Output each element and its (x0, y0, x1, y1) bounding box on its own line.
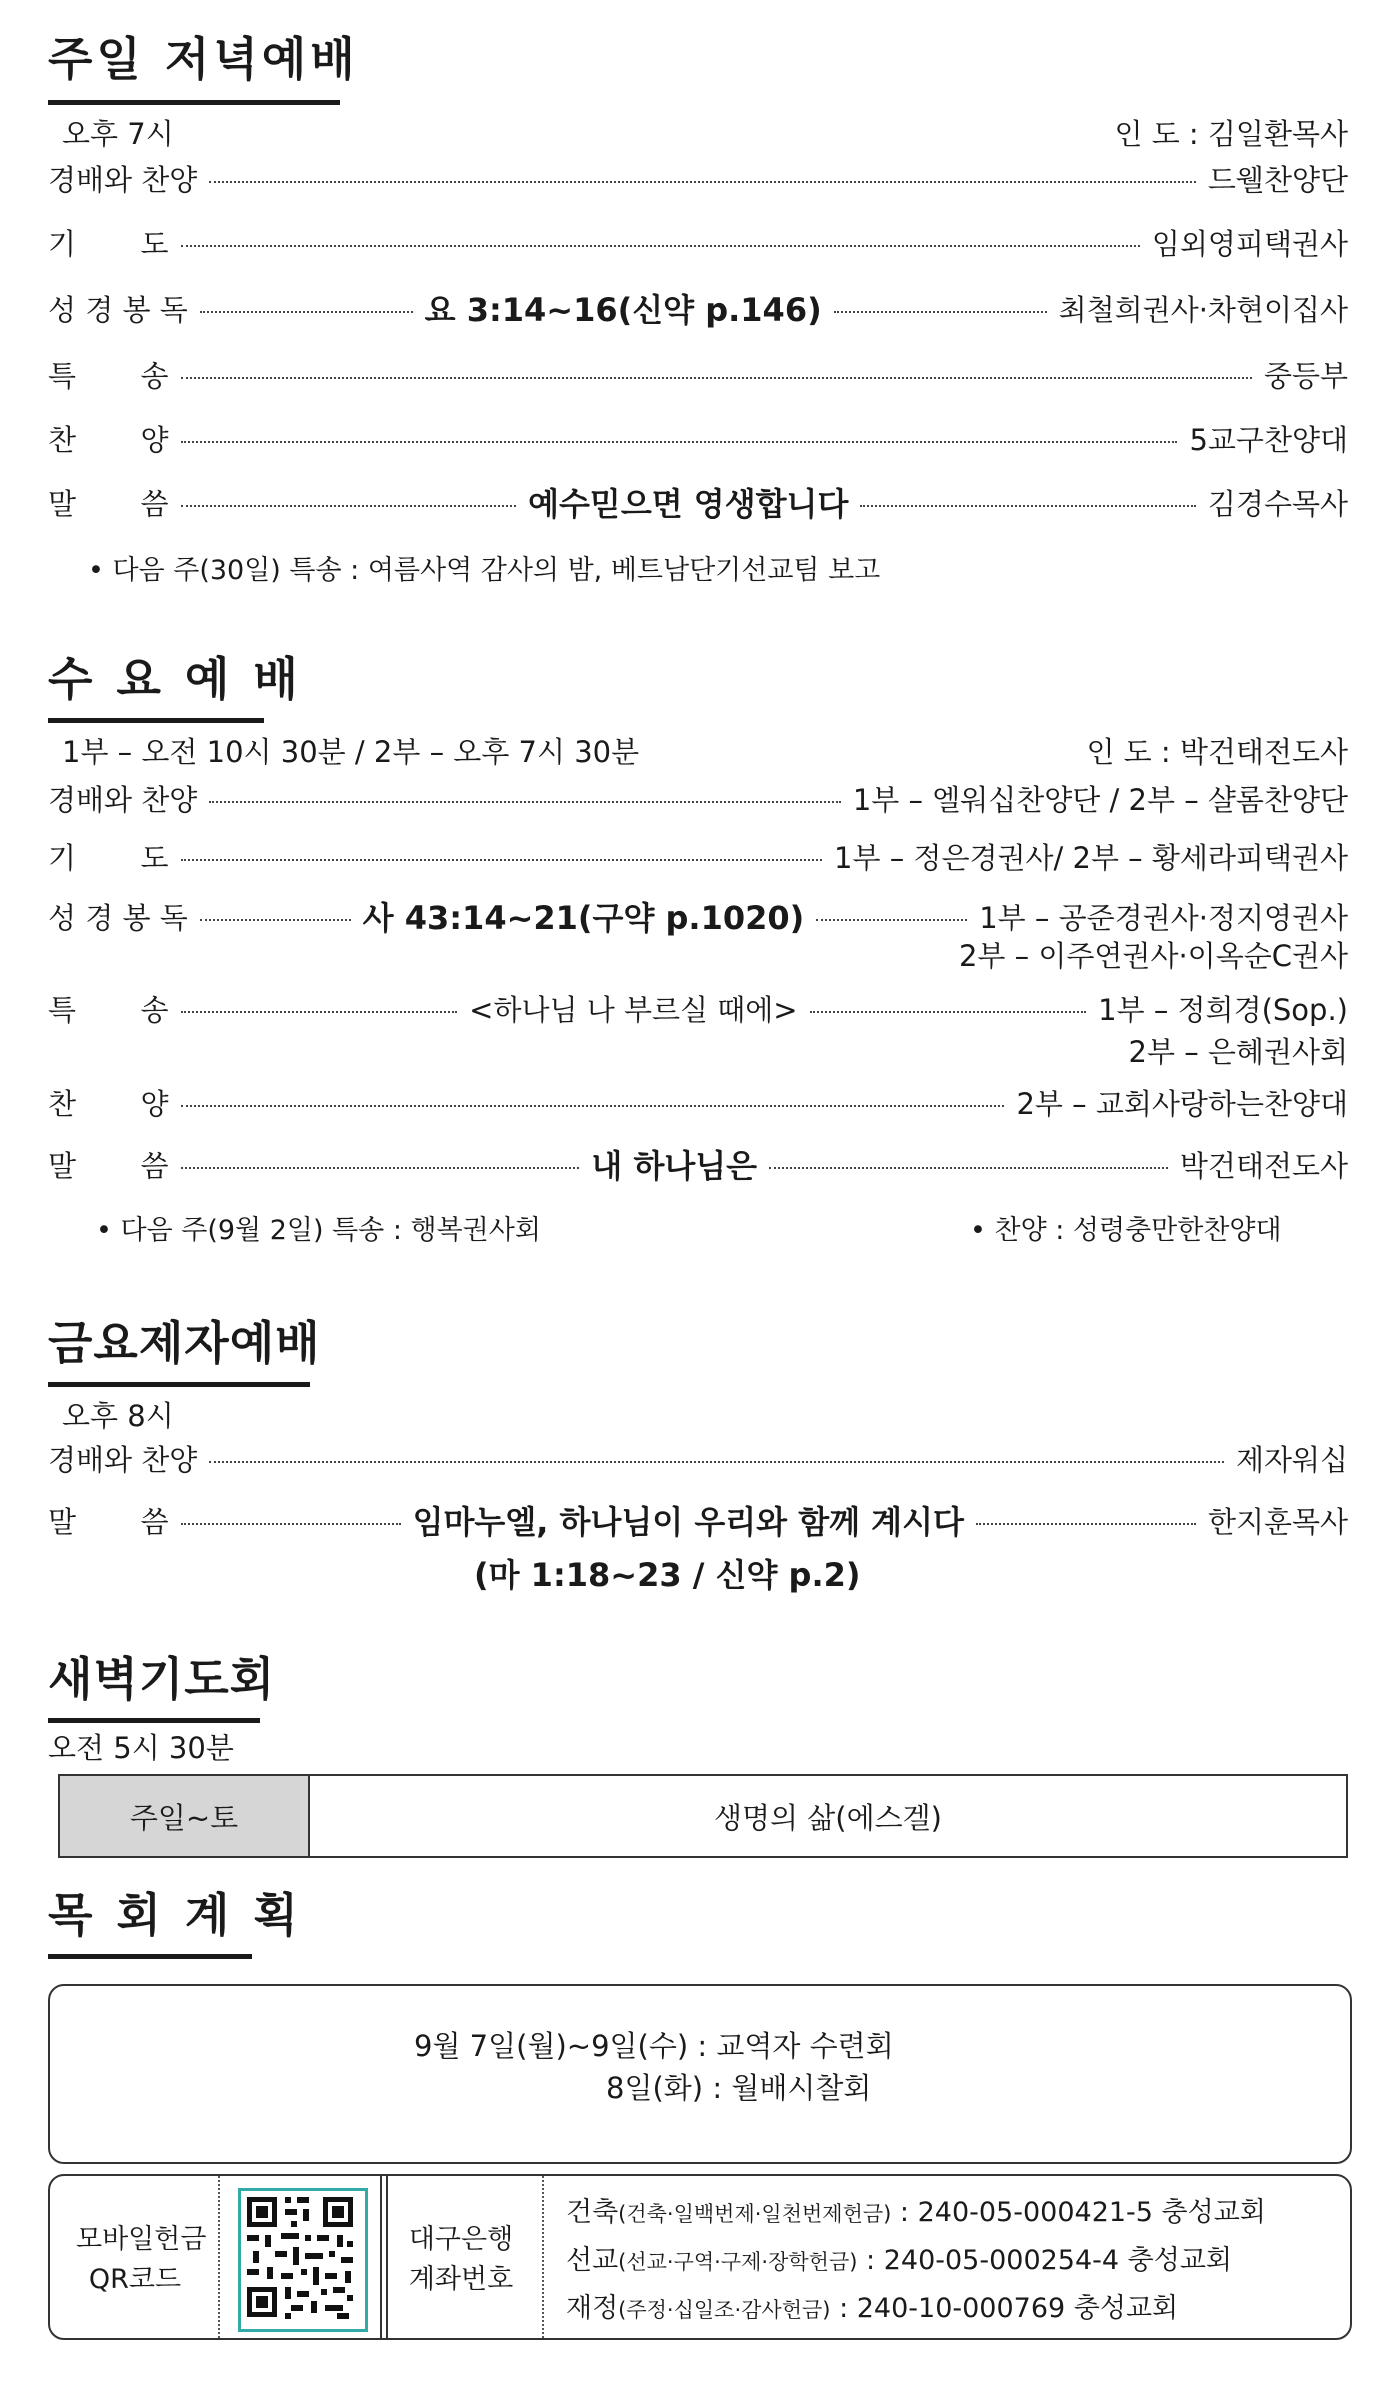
order-person: 1부 – 엘워십찬양단 / 2부 – 샬롬찬양단 (852, 782, 1348, 817)
scripture-reference: 사 43:14~21(구약 p.1020) (362, 899, 805, 937)
order-label: 말 씀 (48, 1148, 169, 1183)
service-time: 1부 – 오전 10시 30분 / 2부 – 오후 7시 30분 (62, 735, 640, 769)
section-title-dawn: 새벽기도회 (48, 1652, 276, 1706)
order-label: 경배와 찬양 (48, 162, 198, 197)
order-label: 성 경 봉 독 (48, 292, 188, 327)
section-rule (48, 1382, 310, 1387)
account-name: 건축 (566, 2197, 619, 2228)
service-time: 오후 8시 (62, 1399, 174, 1433)
dot-leader (200, 919, 351, 921)
order-label: 기 도 (48, 226, 169, 261)
dot-leader (209, 1461, 1224, 1463)
order-label: 찬 양 (48, 1086, 169, 1121)
order-person: 최철희권사·차현이집사 (1058, 292, 1348, 327)
dot-leader (860, 505, 1196, 507)
account-number: : 240-05-000421-5 충성교회 (891, 2197, 1266, 2228)
section-title-sunday: 주일 저녁예배 (48, 32, 359, 86)
qr-code-icon (241, 2191, 359, 2323)
dot-leader (209, 801, 841, 803)
qr-label-line: 모바일헌금 (76, 2224, 207, 2255)
order-row (48, 352, 1348, 396)
divider (380, 2176, 382, 2338)
order-label: 특 송 (48, 358, 169, 393)
praise-note: • 찬양 : 성령충만한찬양대 (970, 1215, 1282, 1246)
dawn-topic: 생명의 삶(에스겔) (309, 1775, 1347, 1857)
section-rule (48, 1954, 252, 1959)
dot-leader (181, 1167, 580, 1169)
order-person: 1부 – 공준경권사·정지영권사 (979, 900, 1348, 935)
qr-code[interactable] (238, 2188, 368, 2332)
section-rule (48, 718, 264, 723)
order-row (48, 286, 1348, 330)
order-row (48, 156, 1348, 200)
dot-leader (834, 311, 1047, 313)
order-person: 제자워십 (1235, 1442, 1348, 1477)
dot-leader (181, 245, 1140, 247)
order-person: 한지훈목사 (1207, 1504, 1349, 1539)
dot-leader (181, 505, 517, 507)
dot-leader (769, 1167, 1168, 1169)
plan-line: 9월 7일(월)~9일(수) : 교역자 수련회 (414, 2029, 894, 2063)
section-title-wednesday: 수 요 예 배 (48, 652, 302, 706)
order-row (48, 776, 1348, 820)
qr-label-line: QR코드 (88, 2264, 182, 2295)
account-line (566, 2286, 1178, 2325)
divider (542, 2176, 544, 2338)
dot-leader (181, 1105, 1005, 1107)
next-week-note: • 다음 주(30일) 특송 : 여름사역 감사의 밤, 베트남단기선교팀 보고 (88, 555, 881, 586)
order-person-line2: 2부 – 은혜권사회 (1128, 1035, 1348, 1069)
giving-box (48, 2174, 1352, 2340)
order-person: 중등부 (1263, 358, 1348, 393)
dot-leader (181, 441, 1178, 443)
order-label: 찬 양 (48, 422, 169, 457)
dot-leader (209, 181, 1196, 183)
order-label: 성 경 봉 독 (48, 900, 188, 935)
account-detail: (주정·십일조·감사헌금) (618, 2298, 831, 2322)
order-row (48, 1436, 1348, 1480)
order-person-line2: 2부 – 이주연권사·이옥순C권사 (958, 939, 1348, 973)
order-label: 경배와 찬양 (48, 782, 198, 817)
order-person: 박건태전도사 (1179, 1148, 1349, 1183)
section-title-friday: 금요제자예배 (48, 1316, 321, 1370)
order-person: 1부 – 정희경(Sop.) (1098, 992, 1348, 1027)
dot-leader (181, 859, 822, 861)
bank-label-line: 계좌번호 (408, 2264, 514, 2295)
dot-leader (200, 311, 413, 313)
order-row (48, 834, 1348, 878)
account-detail: (선교·구역·구제·장학헌금) (618, 2250, 858, 2274)
order-row (48, 1080, 1348, 1124)
account-line (566, 2190, 1266, 2229)
dot-leader (976, 1523, 1196, 1525)
bank-label-line: 대구은행 (408, 2224, 514, 2255)
section-rule (48, 100, 340, 105)
service-leader: 인 도 : 김일환목사 (1114, 117, 1348, 151)
order-label: 말 씀 (48, 1504, 169, 1539)
dot-leader (181, 377, 1252, 379)
account-name: 재정 (566, 2293, 619, 2324)
qr-label (76, 2220, 207, 2300)
order-label: 기 도 (48, 840, 169, 875)
order-row (48, 220, 1348, 264)
sermon-title: 임마누엘, 하나님이 우리와 함께 계시다 (412, 1503, 964, 1541)
service-time: 오전 5시 30분 (48, 1731, 234, 1765)
service-time: 오후 7시 (62, 117, 174, 151)
divider (386, 2176, 388, 2338)
order-person: 5교구찬양대 (1189, 422, 1348, 457)
order-row (48, 894, 1348, 938)
sermon-title: 내 하나님은 (591, 1147, 758, 1185)
dawn-schedule-table (58, 1774, 1348, 1858)
sermon-title: 예수믿으면 영생합니다 (528, 485, 849, 523)
dot-leader (181, 1523, 401, 1525)
order-row (48, 1498, 1348, 1542)
dawn-days: 주일~토 (59, 1775, 309, 1857)
account-name: 선교 (566, 2245, 619, 2276)
order-row (48, 986, 1348, 1030)
section-title-plan: 목 회 계 획 (48, 1888, 302, 1942)
order-person: 임외영피택권사 (1151, 226, 1348, 261)
account-line (566, 2238, 1232, 2277)
bank-label (402, 2220, 520, 2300)
order-person: 1부 – 정은경권사/ 2부 – 황세라피택권사 (834, 840, 1348, 875)
scripture-reference: 요 3:14~16(신약 p.146) (424, 291, 822, 329)
order-person: 2부 – 교회사랑하는찬양대 (1016, 1086, 1348, 1121)
order-label: 특 송 (48, 992, 169, 1027)
order-person: 드웰찬양단 (1207, 162, 1348, 197)
next-week-note: • 다음 주(9월 2일) 특송 : 행복권사회 (96, 1215, 541, 1246)
order-row (48, 416, 1348, 460)
dot-leader (816, 919, 967, 921)
order-row (48, 480, 1348, 524)
section-rule (48, 1718, 260, 1723)
account-detail: (건축·일백번제·일천번제헌금) (618, 2202, 892, 2226)
divider (218, 2176, 220, 2338)
order-label: 경배와 찬양 (48, 1442, 198, 1477)
plan-box (48, 1984, 1352, 2164)
account-number: : 240-05-000254-4 충성교회 (857, 2245, 1232, 2276)
plan-line: 8일(화) : 월배시찰회 (606, 2071, 872, 2105)
dot-leader (181, 1011, 458, 1013)
order-label: 말 씀 (48, 486, 169, 521)
order-person: 김경수목사 (1207, 486, 1348, 521)
service-leader: 인 도 : 박건태전도사 (1086, 735, 1348, 769)
special-song-title: <하나님 나 부르실 때에> (469, 992, 798, 1027)
dot-leader (810, 1011, 1087, 1013)
order-row (48, 1142, 1348, 1186)
account-number: : 240-10-000769 충성교회 (830, 2293, 1179, 2324)
scripture-reference: (마 1:18~23 / 신약 p.2) (474, 1556, 861, 1594)
